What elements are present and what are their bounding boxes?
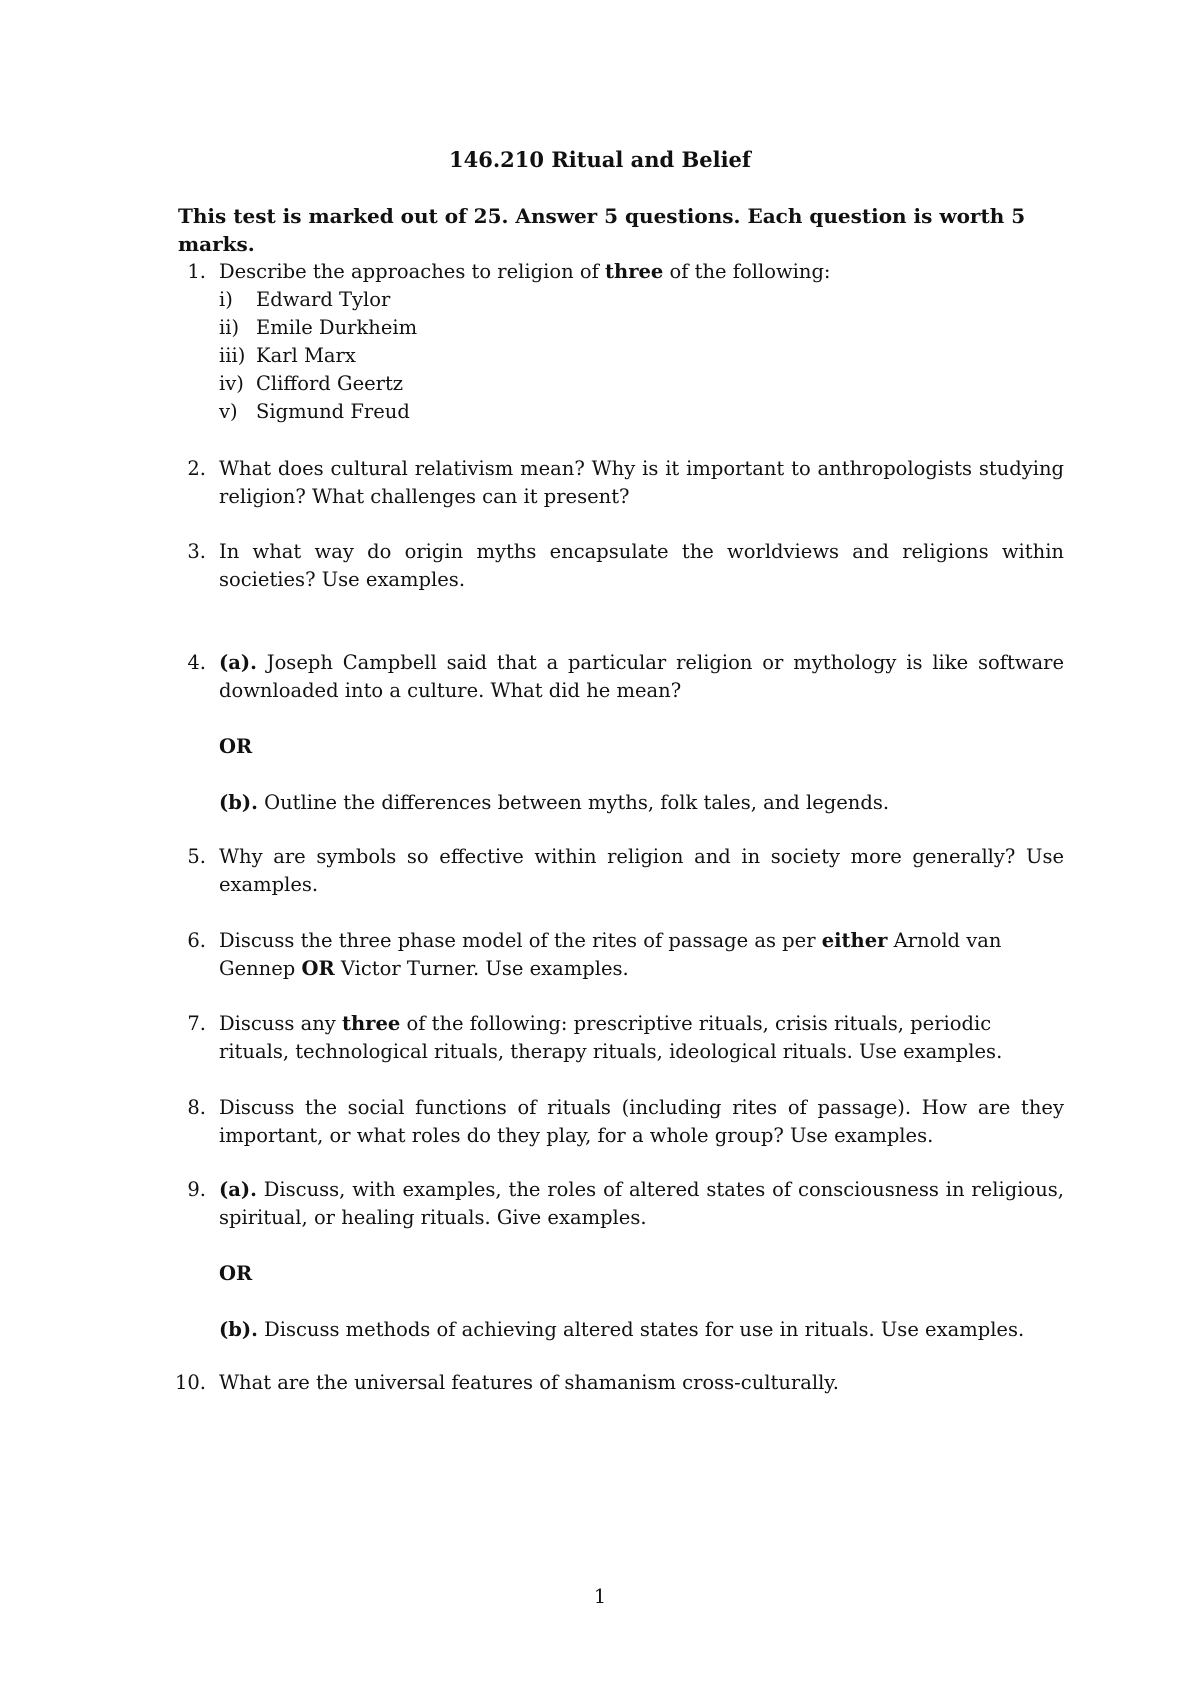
question-number: 2.	[187, 457, 206, 480]
question-text: What does cultural relativism mean? Why is it important to anthropologists studying religion? What challenges can it present?	[219, 457, 1064, 508]
question-text: Why are symbols so effective within religion and in society more generally? Use examples.	[219, 845, 1064, 896]
list-item: i) Edward Tylor	[219, 288, 391, 311]
question-number: 7.	[187, 1012, 206, 1035]
question-text: Discuss any three of the following: prescriptive rituals, crisis rituals, periodic rituals, technological rituals, therapy rituals, ideological rituals. Use examples.	[219, 1012, 1003, 1063]
question-number: 8.	[187, 1096, 206, 1119]
list-item: v) Sigmund Freud	[219, 400, 410, 423]
question-option-a: (a). Discuss, with examples, the roles of altered states of consciousness in religious, spiritual, or healing rituals. Give examples.	[219, 1178, 1064, 1229]
list-item: ii) Emile Durkheim	[219, 316, 418, 339]
question-text: Discuss the social functions of rituals (including rites of passage). How are they important, or what roles do they play, for a whole group? Use examples.	[219, 1096, 1064, 1147]
question-option-a: (a). Joseph Campbell said that a particular religion or mythology is like software downloaded into a culture. What did he mean?	[219, 651, 1064, 702]
question-number: 5.	[187, 845, 206, 868]
question-text: What are the universal features of shamanism cross-culturally.	[219, 1371, 839, 1394]
page-number: 1	[593, 1585, 607, 1608]
question-number: 3.	[187, 540, 206, 563]
question-number: 1.	[187, 260, 206, 283]
test-instructions: This test is marked out of 25. Answer 5 questions. Each question is worth 5 marks.	[178, 204, 1026, 256]
list-item: iv) Clifford Geertz	[219, 372, 404, 395]
or-separator: OR	[219, 735, 253, 758]
question-text: Describe the approaches to religion of three of the following:	[219, 260, 831, 283]
question-text: Discuss the three phase model of the rites of passage as per either Arnold van Gennep OR Victor Turner. Use examples.	[219, 929, 1002, 980]
question-option-b: (b). Discuss methods of achieving altered states for use in rituals. Use examples.	[219, 1318, 1025, 1341]
question-number: 4.	[187, 651, 206, 674]
or-separator: OR	[219, 1262, 253, 1285]
question-number: 9.	[187, 1178, 206, 1201]
question-text: In what way do origin myths encapsulate the worldviews and religions within societies? Use examples.	[219, 540, 1064, 591]
question-number: 6.	[187, 929, 206, 952]
question-number: 10.	[174, 1371, 206, 1394]
page-title: 146.210 Ritual and Belief	[449, 147, 751, 172]
question-option-b: (b). Outline the differences between myths, folk tales, and legends.	[219, 791, 890, 814]
list-item: iii) Karl Marx	[219, 344, 356, 367]
